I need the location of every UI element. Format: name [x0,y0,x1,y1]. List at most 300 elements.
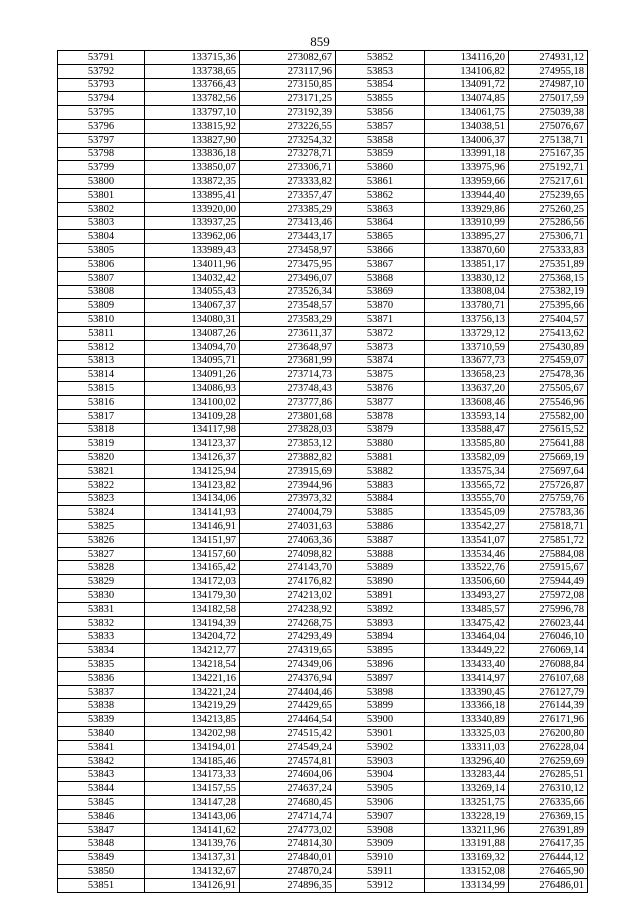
y-coordinate-left-cell: 273254,32 [240,133,336,147]
x-coordinate-left-cell: 133766,43 [145,78,240,92]
y-coordinate-right-cell: 275478,36 [509,368,588,382]
y-coordinate-left-cell: 273413,46 [240,216,336,230]
table-row [58,175,588,189]
x-coordinate-left-cell: 133895,41 [145,188,240,202]
x-coordinate-left-cell: 134173,33 [145,768,240,782]
x-coordinate-right-cell: 133449,22 [425,644,509,658]
y-coordinate-right-cell: 276127,79 [509,685,588,699]
x-coordinate-left-cell: 133827,90 [145,133,240,147]
point-number-left-cell: 53823 [58,492,145,506]
table-row [58,313,588,327]
point-number-right-cell: 53882 [336,464,425,478]
x-coordinate-left-cell: 134172,03 [145,575,240,589]
point-number-right-cell: 53854 [336,78,425,92]
table-row [58,616,588,630]
table-row [58,119,588,133]
y-coordinate-right-cell: 275697,64 [509,464,588,478]
y-coordinate-right-cell: 274931,12 [509,51,588,65]
y-coordinate-right-cell: 276391,89 [509,823,588,837]
y-coordinate-left-cell: 273828,03 [240,423,336,437]
point-number-right-cell: 53857 [336,119,425,133]
table-row [58,754,588,768]
point-number-left-cell: 53799 [58,161,145,175]
point-number-right-cell: 53872 [336,326,425,340]
point-number-right-cell: 53876 [336,382,425,396]
point-number-right-cell: 53911 [336,865,425,879]
point-number-left-cell: 53814 [58,368,145,382]
point-number-left-cell: 53837 [58,685,145,699]
x-coordinate-left-cell: 133738,65 [145,64,240,78]
table-row [58,658,588,672]
x-coordinate-left-cell: 134067,37 [145,299,240,313]
y-coordinate-left-cell: 274574,81 [240,754,336,768]
point-number-right-cell: 53867 [336,257,425,271]
y-coordinate-right-cell: 275615,52 [509,423,588,437]
x-coordinate-right-cell: 134074,85 [425,92,509,106]
point-number-right-cell: 53900 [336,713,425,727]
x-coordinate-left-cell: 134032,42 [145,271,240,285]
point-number-right-cell: 53903 [336,754,425,768]
table-row [58,699,588,713]
y-coordinate-right-cell: 275382,19 [509,285,588,299]
y-coordinate-left-cell: 274004,79 [240,506,336,520]
x-coordinate-right-cell: 134006,37 [425,133,509,147]
y-coordinate-left-cell: 274063,36 [240,533,336,547]
y-coordinate-right-cell: 275582,00 [509,409,588,423]
point-number-right-cell: 53862 [336,188,425,202]
y-coordinate-right-cell: 275368,15 [509,271,588,285]
y-coordinate-right-cell: 276023,44 [509,616,588,630]
y-coordinate-right-cell: 275039,38 [509,106,588,120]
x-coordinate-right-cell: 133475,42 [425,616,509,630]
x-coordinate-left-cell: 134132,67 [145,865,240,879]
y-coordinate-right-cell: 275669,19 [509,451,588,465]
point-number-left-cell: 53832 [58,616,145,630]
x-coordinate-left-cell: 134086,93 [145,382,240,396]
x-coordinate-left-cell: 134213,85 [145,713,240,727]
point-number-left-cell: 53845 [58,796,145,810]
y-coordinate-left-cell: 273226,55 [240,119,336,133]
point-number-right-cell: 53895 [336,644,425,658]
y-coordinate-left-cell: 273882,82 [240,451,336,465]
y-coordinate-left-cell: 274680,45 [240,796,336,810]
y-coordinate-right-cell: 276310,12 [509,782,588,796]
table-row [58,878,588,892]
point-number-right-cell: 53852 [336,51,425,65]
table-row [58,382,588,396]
table-row [58,257,588,271]
x-coordinate-right-cell: 133808,04 [425,285,509,299]
y-coordinate-left-cell: 273526,34 [240,285,336,299]
point-number-right-cell: 53887 [336,533,425,547]
x-coordinate-left-cell: 134221,16 [145,671,240,685]
y-coordinate-left-cell: 273801,68 [240,409,336,423]
y-coordinate-right-cell: 275404,57 [509,313,588,327]
point-number-right-cell: 53860 [336,161,425,175]
x-coordinate-left-cell: 134141,93 [145,506,240,520]
x-coordinate-left-cell: 134141,62 [145,823,240,837]
y-coordinate-right-cell: 276465,90 [509,865,588,879]
x-coordinate-left-cell: 134221,24 [145,685,240,699]
table-row [58,506,588,520]
table-row [58,133,588,147]
x-coordinate-left-cell: 133937,25 [145,216,240,230]
y-coordinate-left-cell: 273496,07 [240,271,336,285]
x-coordinate-right-cell: 133522,76 [425,561,509,575]
x-coordinate-right-cell: 133493,27 [425,589,509,603]
x-coordinate-left-cell: 134100,02 [145,395,240,409]
point-number-right-cell: 53897 [336,671,425,685]
point-number-left-cell: 53804 [58,230,145,244]
coordinates-table [57,50,588,893]
x-coordinate-right-cell: 133658,23 [425,368,509,382]
point-number-right-cell: 53906 [336,796,425,810]
y-coordinate-left-cell: 274515,42 [240,727,336,741]
y-coordinate-right-cell: 275413,62 [509,326,588,340]
x-coordinate-right-cell: 133975,96 [425,161,509,175]
table-row [58,837,588,851]
table-row [58,395,588,409]
point-number-right-cell: 53889 [336,561,425,575]
point-number-left-cell: 53829 [58,575,145,589]
y-coordinate-left-cell: 273117,96 [240,64,336,78]
y-coordinate-left-cell: 273973,32 [240,492,336,506]
y-coordinate-right-cell: 275915,67 [509,561,588,575]
x-coordinate-left-cell: 133836,18 [145,147,240,161]
table-row [58,326,588,340]
point-number-left-cell: 53815 [58,382,145,396]
table-row [58,271,588,285]
y-coordinate-right-cell: 276144,39 [509,699,588,713]
x-coordinate-left-cell: 134157,55 [145,782,240,796]
point-number-right-cell: 53877 [336,395,425,409]
y-coordinate-left-cell: 273150,85 [240,78,336,92]
x-coordinate-left-cell: 134123,82 [145,478,240,492]
x-coordinate-right-cell: 133169,32 [425,851,509,865]
y-coordinate-right-cell: 275239,65 [509,188,588,202]
x-coordinate-left-cell: 134219,29 [145,699,240,713]
x-coordinate-right-cell: 133433,40 [425,658,509,672]
table-row [58,809,588,823]
x-coordinate-left-cell: 134125,94 [145,464,240,478]
table-row [58,561,588,575]
point-number-right-cell: 53879 [336,423,425,437]
y-coordinate-left-cell: 273192,39 [240,106,336,120]
point-number-right-cell: 53868 [336,271,425,285]
y-coordinate-right-cell: 276228,04 [509,740,588,754]
y-coordinate-left-cell: 273475,95 [240,257,336,271]
point-number-left-cell: 53800 [58,175,145,189]
y-coordinate-left-cell: 274031,63 [240,520,336,534]
point-number-left-cell: 53794 [58,92,145,106]
y-coordinate-right-cell: 276417,35 [509,837,588,851]
point-number-left-cell: 53806 [58,257,145,271]
point-number-left-cell: 53840 [58,727,145,741]
point-number-left-cell: 53801 [58,188,145,202]
point-number-right-cell: 53905 [336,782,425,796]
table-row [58,865,588,879]
point-number-right-cell: 53881 [336,451,425,465]
point-number-right-cell: 53858 [336,133,425,147]
y-coordinate-left-cell: 273306,71 [240,161,336,175]
point-number-right-cell: 53904 [336,768,425,782]
x-coordinate-left-cell: 134087,26 [145,326,240,340]
x-coordinate-right-cell: 133191,88 [425,837,509,851]
point-number-right-cell: 53875 [336,368,425,382]
table-row [58,782,588,796]
x-coordinate-left-cell: 134151,97 [145,533,240,547]
point-number-right-cell: 53880 [336,437,425,451]
y-coordinate-left-cell: 274604,06 [240,768,336,782]
x-coordinate-right-cell: 133910,99 [425,216,509,230]
point-number-left-cell: 53839 [58,713,145,727]
point-number-right-cell: 53859 [336,147,425,161]
x-coordinate-left-cell: 134204,72 [145,630,240,644]
x-coordinate-left-cell: 134185,46 [145,754,240,768]
x-coordinate-right-cell: 133211,96 [425,823,509,837]
y-coordinate-left-cell: 273944,96 [240,478,336,492]
x-coordinate-left-cell: 134212,77 [145,644,240,658]
y-coordinate-left-cell: 274714,74 [240,809,336,823]
point-number-right-cell: 53856 [336,106,425,120]
y-coordinate-left-cell: 273082,67 [240,51,336,65]
x-coordinate-right-cell: 133251,75 [425,796,509,810]
y-coordinate-left-cell: 273681,99 [240,354,336,368]
table-row [58,478,588,492]
point-number-right-cell: 53891 [336,589,425,603]
point-number-left-cell: 53842 [58,754,145,768]
table-row [58,51,588,65]
x-coordinate-left-cell: 133989,43 [145,244,240,258]
y-coordinate-right-cell: 276444,12 [509,851,588,865]
y-coordinate-left-cell: 274319,65 [240,644,336,658]
table-row [58,630,588,644]
y-coordinate-right-cell: 275351,89 [509,257,588,271]
x-coordinate-right-cell: 133585,80 [425,437,509,451]
point-number-right-cell: 53884 [336,492,425,506]
x-coordinate-left-cell: 134094,70 [145,340,240,354]
y-coordinate-right-cell: 275138,71 [509,133,588,147]
x-coordinate-left-cell: 134080,31 [145,313,240,327]
x-coordinate-right-cell: 134038,51 [425,119,509,133]
point-number-left-cell: 53808 [58,285,145,299]
table-row [58,644,588,658]
y-coordinate-right-cell: 275192,71 [509,161,588,175]
x-coordinate-right-cell: 133340,89 [425,713,509,727]
table-row [58,589,588,603]
y-coordinate-right-cell: 275641,88 [509,437,588,451]
x-coordinate-right-cell: 133851,17 [425,257,509,271]
point-number-right-cell: 53878 [336,409,425,423]
x-coordinate-left-cell: 133715,36 [145,51,240,65]
table-row [58,188,588,202]
y-coordinate-right-cell: 276486,01 [509,878,588,892]
x-coordinate-right-cell: 134116,20 [425,51,509,65]
page-number: 859 [310,34,330,49]
y-coordinate-left-cell: 274637,24 [240,782,336,796]
x-coordinate-right-cell: 133283,44 [425,768,509,782]
x-coordinate-right-cell: 133710,59 [425,340,509,354]
y-coordinate-right-cell: 275167,35 [509,147,588,161]
x-coordinate-left-cell: 134055,43 [145,285,240,299]
y-coordinate-right-cell: 275333,83 [509,244,588,258]
point-number-right-cell: 53894 [336,630,425,644]
y-coordinate-left-cell: 273357,47 [240,188,336,202]
table-row [58,727,588,741]
point-number-right-cell: 53909 [336,837,425,851]
y-coordinate-right-cell: 275395,66 [509,299,588,313]
point-number-right-cell: 53855 [336,92,425,106]
point-number-left-cell: 53844 [58,782,145,796]
point-number-right-cell: 53861 [336,175,425,189]
point-number-left-cell: 53792 [58,64,145,78]
table-row [58,354,588,368]
y-coordinate-left-cell: 273748,43 [240,382,336,396]
point-number-left-cell: 53850 [58,865,145,879]
x-coordinate-right-cell: 133555,70 [425,492,509,506]
y-coordinate-right-cell: 275944,49 [509,575,588,589]
y-coordinate-right-cell: 275217,61 [509,175,588,189]
y-coordinate-right-cell: 275546,96 [509,395,588,409]
y-coordinate-right-cell: 276069,14 [509,644,588,658]
point-number-left-cell: 53795 [58,106,145,120]
y-coordinate-right-cell: 275017,59 [509,92,588,106]
point-number-left-cell: 53813 [58,354,145,368]
x-coordinate-right-cell: 133637,20 [425,382,509,396]
table-row [58,409,588,423]
point-number-left-cell: 53836 [58,671,145,685]
point-number-left-cell: 53838 [58,699,145,713]
table-row [58,768,588,782]
x-coordinate-right-cell: 133545,09 [425,506,509,520]
point-number-right-cell: 53901 [336,727,425,741]
x-coordinate-left-cell: 133815,92 [145,119,240,133]
table-row [58,685,588,699]
y-coordinate-left-cell: 274814,30 [240,837,336,851]
table-row [58,671,588,685]
y-coordinate-left-cell: 274213,02 [240,589,336,603]
y-coordinate-left-cell: 273385,29 [240,202,336,216]
x-coordinate-right-cell: 133228,19 [425,809,509,823]
x-coordinate-left-cell: 134194,01 [145,740,240,754]
x-coordinate-left-cell: 134126,37 [145,451,240,465]
point-number-left-cell: 53810 [58,313,145,327]
x-coordinate-right-cell: 133296,40 [425,754,509,768]
x-coordinate-right-cell: 133269,14 [425,782,509,796]
point-number-left-cell: 53846 [58,809,145,823]
x-coordinate-left-cell: 134182,58 [145,602,240,616]
point-number-right-cell: 53886 [336,520,425,534]
point-number-right-cell: 53853 [336,64,425,78]
y-coordinate-left-cell: 273583,29 [240,313,336,327]
point-number-left-cell: 53847 [58,823,145,837]
y-coordinate-left-cell: 274840,01 [240,851,336,865]
table-row [58,244,588,258]
table-row [58,368,588,382]
x-coordinate-left-cell: 134194,39 [145,616,240,630]
x-coordinate-left-cell: 134147,28 [145,796,240,810]
point-number-left-cell: 53798 [58,147,145,161]
table-row [58,216,588,230]
y-coordinate-right-cell: 275286,56 [509,216,588,230]
x-coordinate-right-cell: 133152,08 [425,865,509,879]
table-row [58,520,588,534]
x-coordinate-right-cell: 133780,71 [425,299,509,313]
x-coordinate-right-cell: 133366,18 [425,699,509,713]
point-number-left-cell: 53843 [58,768,145,782]
y-coordinate-right-cell: 276107,68 [509,671,588,685]
x-coordinate-right-cell: 133729,12 [425,326,509,340]
x-coordinate-left-cell: 133850,07 [145,161,240,175]
point-number-left-cell: 53811 [58,326,145,340]
x-coordinate-right-cell: 133485,57 [425,602,509,616]
point-number-right-cell: 53907 [336,809,425,823]
table-row [58,64,588,78]
point-number-right-cell: 53874 [336,354,425,368]
point-number-right-cell: 53888 [336,547,425,561]
x-coordinate-left-cell: 133872,35 [145,175,240,189]
x-coordinate-right-cell: 133464,04 [425,630,509,644]
point-number-left-cell: 53805 [58,244,145,258]
x-coordinate-right-cell: 133542,27 [425,520,509,534]
x-coordinate-right-cell: 133311,03 [425,740,509,754]
y-coordinate-left-cell: 274464,54 [240,713,336,727]
y-coordinate-right-cell: 275260,25 [509,202,588,216]
x-coordinate-right-cell: 133830,12 [425,271,509,285]
point-number-left-cell: 53803 [58,216,145,230]
point-number-left-cell: 53835 [58,658,145,672]
table-row [58,340,588,354]
point-number-left-cell: 53819 [58,437,145,451]
point-number-right-cell: 53866 [336,244,425,258]
x-coordinate-right-cell: 133390,45 [425,685,509,699]
y-coordinate-right-cell: 274955,18 [509,64,588,78]
x-coordinate-left-cell: 134202,98 [145,727,240,741]
y-coordinate-left-cell: 274376,94 [240,671,336,685]
y-coordinate-left-cell: 274349,06 [240,658,336,672]
x-coordinate-right-cell: 133588,47 [425,423,509,437]
point-number-left-cell: 53820 [58,451,145,465]
y-coordinate-right-cell: 275818,71 [509,520,588,534]
y-coordinate-left-cell: 273777,86 [240,395,336,409]
table-row [58,575,588,589]
x-coordinate-left-cell: 134143,06 [145,809,240,823]
y-coordinate-right-cell: 275783,36 [509,506,588,520]
point-number-left-cell: 53834 [58,644,145,658]
table-row [58,547,588,561]
y-coordinate-right-cell: 275306,71 [509,230,588,244]
x-coordinate-left-cell: 134218,54 [145,658,240,672]
point-number-left-cell: 53796 [58,119,145,133]
y-coordinate-left-cell: 274404,46 [240,685,336,699]
y-coordinate-left-cell: 273853,12 [240,437,336,451]
point-number-right-cell: 53896 [336,658,425,672]
table-row [58,202,588,216]
point-number-right-cell: 53908 [336,823,425,837]
y-coordinate-left-cell: 274268,75 [240,616,336,630]
x-coordinate-right-cell: 133895,27 [425,230,509,244]
x-coordinate-right-cell: 133575,34 [425,464,509,478]
table-row [58,533,588,547]
y-coordinate-left-cell: 273171,25 [240,92,336,106]
point-number-left-cell: 53851 [58,878,145,892]
point-number-right-cell: 53892 [336,602,425,616]
point-number-right-cell: 53910 [336,851,425,865]
table-row [58,602,588,616]
x-coordinate-left-cell: 134109,28 [145,409,240,423]
point-number-left-cell: 53807 [58,271,145,285]
x-coordinate-right-cell: 133608,46 [425,395,509,409]
